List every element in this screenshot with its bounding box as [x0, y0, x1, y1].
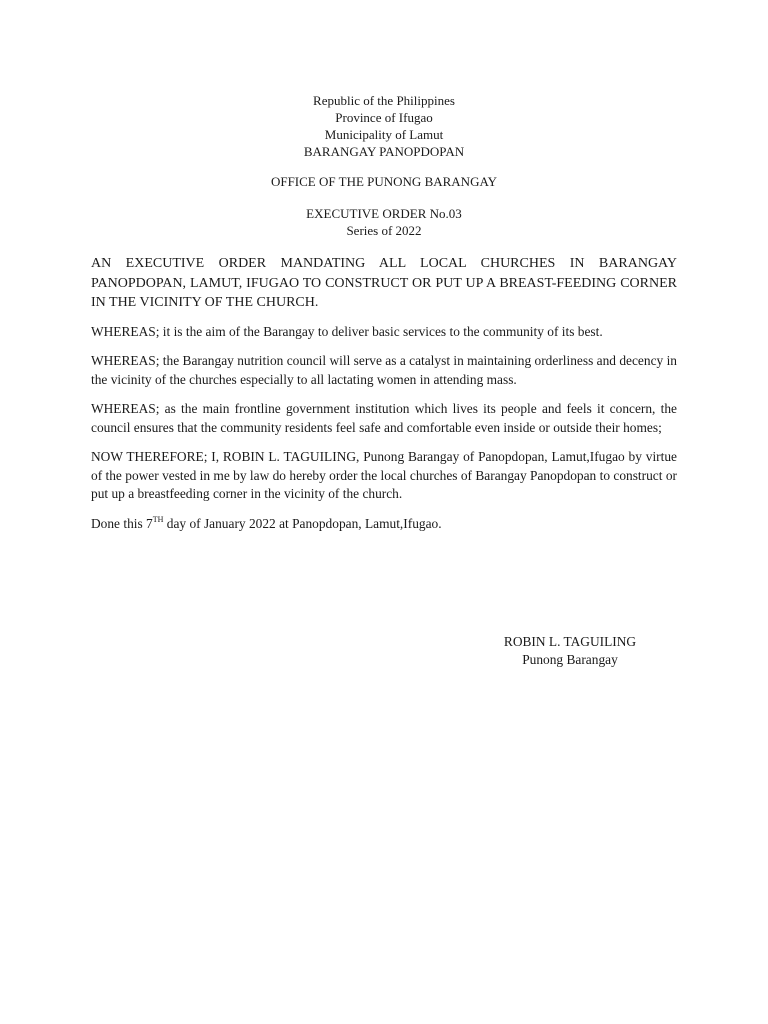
signatory-name: ROBIN L. TAGUILING [503, 634, 637, 649]
republic-line: Republic of the Philippines [313, 93, 455, 108]
order-title: AN EXECUTIVE ORDER MANDATING ALL LOCAL CHURCHES IN BARANGAY PANOPDOPAN, LAMUT, IFUGAO TO CONSTRUCT OR PUT UP A BREAST-FEEDING CORNER IN THE VICINITY OF THE CHURCH. [91, 256, 677, 310]
province-line: Province of Ifugao [335, 110, 433, 125]
now-therefore-clause: NOW THEREFORE; I, ROBIN L. TAGUILING, Punong Barangay of Panopdopan, Lamut,Ifugao by virtue of the power vested in me by law do hereby order the local churches of Barangay Panopdopan to construct or put up a breastfeeding corner in the vicinity of the church. [91, 449, 677, 501]
barangay-line: BARANGAY PANOPDOPAN [303, 144, 465, 159]
done-suffix: day of January 2022 at Panopdopan, Lamut,Ifugao. [163, 515, 442, 531]
municipality-line: Municipality of Lamut [324, 127, 444, 142]
order-body [91, 254, 677, 544]
whereas-clause-1: WHEREAS; it is the aim of the Barangay to deliver basic services to the community of its best. [91, 323, 603, 339]
order-series: Series of 2022 [346, 223, 422, 238]
office-heading: OFFICE OF THE PUNONG BARANGAY [270, 174, 498, 189]
done-ordinal: TH [152, 514, 164, 524]
done-prefix: Done this 7 [91, 515, 153, 531]
letterhead [0, 92, 768, 160]
order-number: EXECUTIVE ORDER No.03 [306, 206, 462, 221]
order-heading [0, 205, 768, 239]
done-line [91, 515, 677, 534]
whereas-clause-3: WHEREAS; as the main frontline government institution which lives its people and feels it concern, the council ensures that the community residents feel safe and comfortable even inside or outside their homes; [91, 401, 677, 435]
signature-block [440, 633, 700, 669]
whereas-clause-2: WHEREAS; the Barangay nutrition council will serve as a catalyst in maintaining orderliness and decency in the vicinity of the churches especially to all lactating women in attending mass. [91, 353, 677, 387]
signatory-title: Punong Barangay [522, 652, 618, 667]
